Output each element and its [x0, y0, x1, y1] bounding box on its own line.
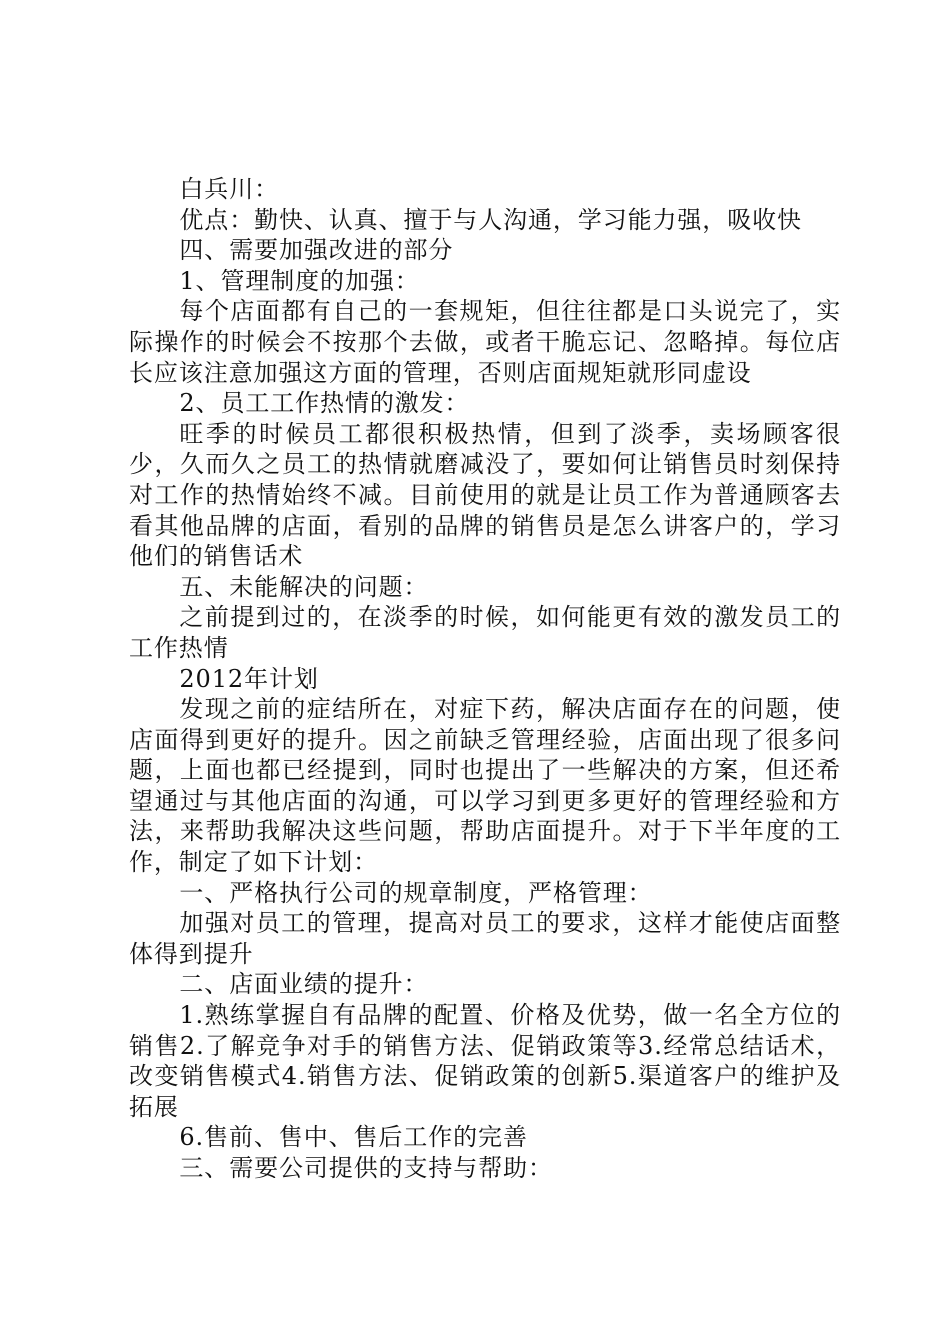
subheading-employee-motivation: 2、员工工作热情的激发：: [179, 389, 470, 418]
plan-heading-performance: 二、店面业绩的提升：: [179, 970, 429, 999]
subheading-management-system: 1、管理制度的加强：: [179, 266, 420, 295]
paragraph-plan-intro: 发现之前的症结所在，对症下药，解决店面存在的问题，使店面得到更好的提升。因之前缺乏管理经验，店面出现了很多问题，上面也都已经提到，同时也提出了一些解决的方案，但还希望通过与其他店面的沟通，可以学习到更多更好的管理经验和方法，来帮助我解决这些问题，帮助店面提升。对于下半年度的工作，制定了如下计划：: [129, 695, 841, 877]
plan-heading-rules: 一、严格执行公司的规章制度，严格管理：: [179, 878, 653, 907]
paragraph-unresolved: 之前提到过的，在淡季的时候，如何能更有效的激发员工的工作热情: [129, 603, 841, 662]
section-heading-unresolved: 五、未能解决的问题：: [179, 572, 429, 601]
paragraph-management-system: 每个店面都有自己的一套规矩，但往往都是口头说完了，实际操作的时候会不按那个去做，或者干脆忘记、忽略掉。每位店长应该注意加强这方面的管理，否则店面规矩就形同虚设: [129, 297, 841, 387]
section-heading-improvements: 四、需要加强改进的部分: [179, 236, 454, 265]
paragraph-plan-performance: 1.熟练掌握自有品牌的配置、价格及优势，做一名全方位的销售2.了解竞争对手的销售方法、促销政策等3.经常总结话术，改变销售模式4.销售方法、促销政策的创新5.渠道客户的维护及拓展: [129, 1001, 841, 1121]
paragraph-plan-rules: 加强对员工的管理，提高对员工的要求，这样才能使店面整体得到提升: [129, 909, 841, 968]
document-body: [129, 174, 841, 1184]
paragraph-employee-motivation: 旺季的时候员工都很积极热情，但到了淡季，卖场顾客很少，久而久之员工的热情就磨减没了，要如何让销售员时刻保持对工作的热情始终不减。目前使用的就是让员工作为普通顾客去看其他品牌的店面，看别的品牌的销售员是怎么讲客户的，学习他们的销售话术: [129, 419, 841, 571]
section-heading-plan: 2012年计划: [179, 664, 319, 693]
paragraph-plan-service: 6.售前、售中、售后工作的完善: [179, 1123, 528, 1152]
paragraph-name-label: 白兵川：: [179, 175, 279, 203]
paragraph-strengths: 优点：勤快、认真、擅于与人沟通，学习能力强，吸收快: [179, 205, 802, 234]
plan-heading-support: 三、需要公司提供的支持与帮助：: [179, 1154, 553, 1182]
